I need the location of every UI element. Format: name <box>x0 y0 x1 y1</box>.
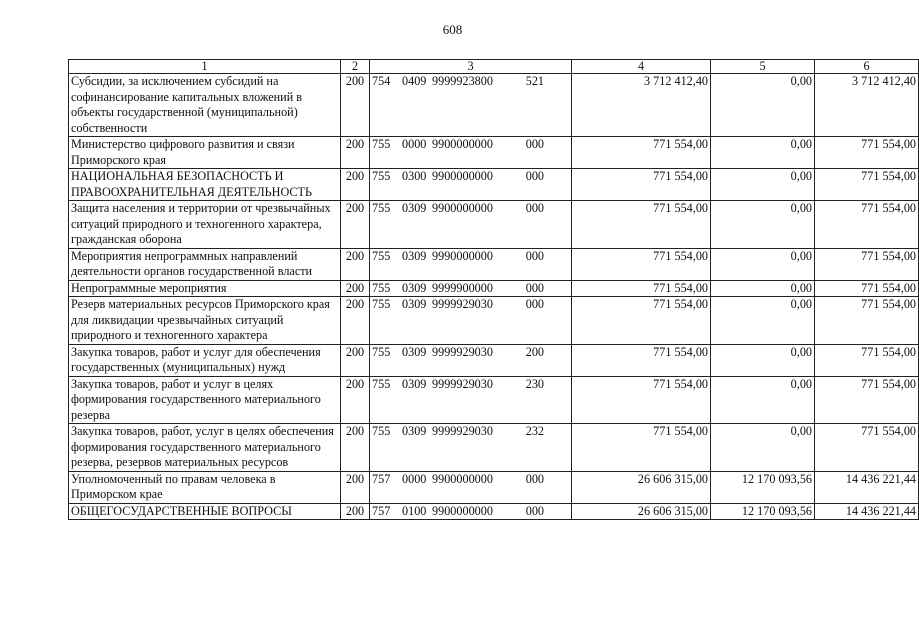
row-col4: 771 554,00 <box>572 424 711 472</box>
row-name: Непрограммные мероприятия <box>69 280 341 297</box>
row-code <box>370 137 572 169</box>
row-code <box>370 471 572 503</box>
table-row <box>69 376 919 424</box>
code-part-c: 9999929030 <box>432 424 493 438</box>
row-col5: 12 170 093,56 <box>711 471 815 503</box>
code-part-a: 755 <box>372 344 391 359</box>
code-part-d: 232 <box>525 424 544 438</box>
code-part-b: 0309 <box>402 280 427 295</box>
row-name: ОБЩЕГОСУДАРСТВЕННЫЕ ВОПРОСЫ <box>69 503 341 520</box>
code-part-d: 230 <box>525 376 544 391</box>
row-col6: 3 712 412,40 <box>815 74 919 137</box>
table-row <box>69 74 919 137</box>
code-part-a: 754 <box>372 74 391 88</box>
row-name: Мероприятия непрограммных направлений деятельности органов государственной власти <box>69 248 341 280</box>
row-col6: 771 554,00 <box>815 280 919 297</box>
code-part-b: 0100 <box>402 503 427 518</box>
header-cell: 6 <box>815 60 919 74</box>
row-col6: 771 554,00 <box>815 424 919 472</box>
row-col6: 14 436 221,44 <box>815 471 919 503</box>
code-part-d: 000 <box>525 169 544 183</box>
row-code <box>370 248 572 280</box>
code-part-b: 0309 <box>402 248 427 263</box>
row-col2: 200 <box>341 471 370 503</box>
row-col5: 0,00 <box>711 201 815 249</box>
row-name: Резерв материальных ресурсов Приморского края для ликвидации чрезвычайных ситуаций природного и техногенного характера <box>69 297 341 345</box>
row-code <box>370 376 572 424</box>
row-code <box>370 169 572 201</box>
row-name: НАЦИОНАЛЬНАЯ БЕЗОПАСНОСТЬ И ПРАВООХРАНИТЕЛЬНАЯ ДЕЯТЕЛЬНОСТЬ <box>69 169 341 201</box>
row-col6: 771 554,00 <box>815 201 919 249</box>
row-col4: 3 712 412,40 <box>572 74 711 137</box>
table-row <box>69 137 919 169</box>
code-part-c: 9900000000 <box>432 471 493 486</box>
header-cell: 4 <box>572 60 711 74</box>
row-col6: 771 554,00 <box>815 169 919 201</box>
row-name: Уполномоченный по правам человека в Приморском крае <box>69 471 341 503</box>
row-col5: 12 170 093,56 <box>711 503 815 520</box>
row-code <box>370 344 572 376</box>
header-cell: 5 <box>711 60 815 74</box>
code-part-d: 200 <box>525 344 544 359</box>
row-col4: 771 554,00 <box>572 376 711 424</box>
code-part-a: 755 <box>372 297 391 311</box>
code-part-a: 755 <box>372 280 391 295</box>
code-part-a: 755 <box>372 376 391 391</box>
table-row <box>69 248 919 280</box>
row-col5: 0,00 <box>711 74 815 137</box>
row-col6: 771 554,00 <box>815 248 919 280</box>
row-col4: 771 554,00 <box>572 280 711 297</box>
table-row <box>69 201 919 249</box>
table-row <box>69 280 919 297</box>
code-part-c: 9990000000 <box>432 248 493 263</box>
code-part-d: 000 <box>525 297 544 311</box>
code-part-b: 0409 <box>402 74 427 88</box>
table-row <box>69 503 919 520</box>
code-part-b: 0309 <box>402 297 427 311</box>
row-col2: 200 <box>341 169 370 201</box>
row-name: Закупка товаров, работ, услуг в целях обеспечения формирования государственного материального резерва, резервов материальных ресурсов <box>69 424 341 472</box>
header-row <box>69 60 919 74</box>
row-code <box>370 297 572 345</box>
row-col6: 771 554,00 <box>815 297 919 345</box>
row-col2: 200 <box>341 201 370 249</box>
row-code <box>370 503 572 520</box>
header-cell: 2 <box>341 60 370 74</box>
row-col5: 0,00 <box>711 344 815 376</box>
row-col4: 26 606 315,00 <box>572 471 711 503</box>
code-part-b: 0309 <box>402 344 427 359</box>
row-col5: 0,00 <box>711 248 815 280</box>
row-col2: 200 <box>341 280 370 297</box>
table-row <box>69 424 919 472</box>
row-col2: 200 <box>341 297 370 345</box>
code-part-c: 9999929030 <box>432 344 493 359</box>
code-part-b: 0309 <box>402 201 427 215</box>
row-col5: 0,00 <box>711 376 815 424</box>
header-cell: 1 <box>69 60 341 74</box>
row-col5: 0,00 <box>711 169 815 201</box>
code-part-c: 9900000000 <box>432 201 493 215</box>
row-col2: 200 <box>341 137 370 169</box>
code-part-d: 000 <box>525 201 544 215</box>
budget-table <box>68 59 919 520</box>
row-name: Субсидии, за исключением субсидий на софинансирование капитальных вложений в объекты государственной (муниципальной) собственности <box>69 74 341 137</box>
row-name: Защита населения и территории от чрезвычайных ситуаций природного и техногенного характера, гражданская оборона <box>69 201 341 249</box>
code-part-b: 0000 <box>402 471 427 486</box>
code-part-c: 9999900000 <box>432 280 493 295</box>
table-row <box>69 297 919 345</box>
code-part-c: 9900000000 <box>432 137 493 151</box>
row-col5: 0,00 <box>711 424 815 472</box>
code-part-b: 0309 <box>402 376 427 391</box>
code-part-d: 000 <box>525 471 544 486</box>
row-code <box>370 201 572 249</box>
code-part-a: 755 <box>372 169 391 183</box>
row-col2: 200 <box>341 248 370 280</box>
row-col5: 0,00 <box>711 280 815 297</box>
code-part-a: 755 <box>372 201 391 215</box>
row-col4: 771 554,00 <box>572 297 711 345</box>
row-col2: 200 <box>341 376 370 424</box>
table-row <box>69 471 919 503</box>
code-part-d: 000 <box>525 248 544 263</box>
row-col2: 200 <box>341 344 370 376</box>
row-col6: 771 554,00 <box>815 137 919 169</box>
row-col4: 771 554,00 <box>572 137 711 169</box>
table-row <box>69 344 919 376</box>
code-part-c: 9999929030 <box>432 376 493 391</box>
code-part-d: 521 <box>525 74 544 88</box>
row-col4: 771 554,00 <box>572 201 711 249</box>
code-part-b: 0300 <box>402 169 427 183</box>
row-name: Министерство цифрового развития и связи Приморского края <box>69 137 341 169</box>
code-part-c: 9900000000 <box>432 503 493 518</box>
row-code <box>370 74 572 137</box>
row-col4: 26 606 315,00 <box>572 503 711 520</box>
row-col4: 771 554,00 <box>572 248 711 280</box>
row-col5: 0,00 <box>711 137 815 169</box>
row-col6: 771 554,00 <box>815 376 919 424</box>
code-part-c: 9900000000 <box>432 169 493 183</box>
row-name: Закупка товаров, работ и услуг для обеспечения государственных (муниципальных) нужд <box>69 344 341 376</box>
code-part-a: 755 <box>372 248 391 263</box>
row-name: Закупка товаров, работ и услуг в целях формирования государственного материального резерва <box>69 376 341 424</box>
row-code <box>370 424 572 472</box>
row-col2: 200 <box>341 74 370 137</box>
row-col6: 771 554,00 <box>815 344 919 376</box>
row-col4: 771 554,00 <box>572 344 711 376</box>
table-row <box>69 169 919 201</box>
row-col5: 0,00 <box>711 297 815 345</box>
code-part-d: 000 <box>525 137 544 151</box>
code-part-a: 755 <box>372 137 391 151</box>
row-col4: 771 554,00 <box>572 169 711 201</box>
row-code <box>370 280 572 297</box>
row-col2: 200 <box>341 503 370 520</box>
row-col2: 200 <box>341 424 370 472</box>
code-part-a: 757 <box>372 503 391 518</box>
code-part-c: 9999923800 <box>432 74 493 88</box>
code-part-b: 0309 <box>402 424 427 438</box>
row-col6: 14 436 221,44 <box>815 503 919 520</box>
page-number: 608 <box>442 22 463 37</box>
code-part-a: 757 <box>372 471 391 486</box>
code-part-a: 755 <box>372 424 391 438</box>
header-cell: 3 <box>370 60 572 74</box>
code-part-c: 9999929030 <box>432 297 493 311</box>
code-part-d: 000 <box>525 503 544 518</box>
code-part-b: 0000 <box>402 137 427 151</box>
code-part-d: 000 <box>525 280 544 295</box>
